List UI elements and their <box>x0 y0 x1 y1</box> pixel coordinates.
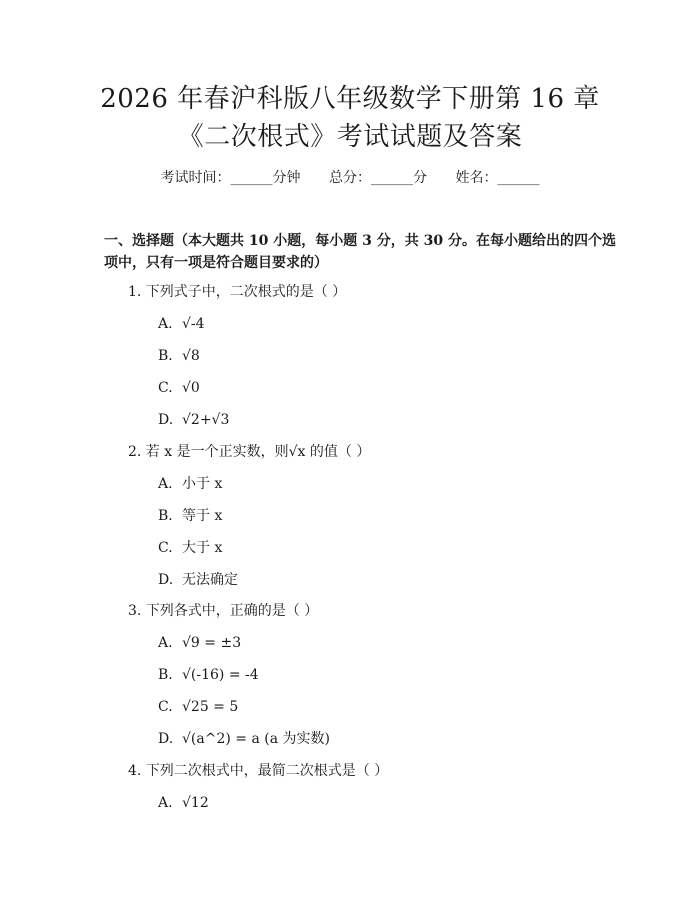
question-2-option-d <box>158 570 238 590</box>
student-name: 姓名：______ <box>455 170 540 186</box>
option-text: √2+√3 <box>182 412 230 428</box>
option-letter: A. <box>158 476 173 492</box>
question-2-stem: 2. 若 x 是一个正实数，则√x 的值（ ） <box>128 444 371 460</box>
question-3-option-d <box>158 729 330 749</box>
option-letter: A. <box>158 635 173 651</box>
option-text: √-4 <box>182 316 205 332</box>
option-text: √9 = ±3 <box>182 635 242 651</box>
option-letter: D. <box>158 572 174 588</box>
question-2-option-b <box>158 506 222 526</box>
option-letter: D. <box>158 731 174 747</box>
option-text: 无法确定 <box>182 572 238 588</box>
section-heading: 一、选择题（本大题共 10 小题，每小题 3 分，共 30 分。在每小题给出的四个选项中，只有一项是符合题目要求的） <box>104 233 616 271</box>
question-1-option-c <box>158 378 200 398</box>
question-1-stem: 1. 下列式子中，二次根式的是（ ） <box>128 284 347 300</box>
option-text: √(-16) = -4 <box>182 667 259 683</box>
option-text: 等于 x <box>182 508 223 524</box>
option-text: √(a^2) = a (a 为实数) <box>182 731 330 747</box>
option-letter: B. <box>158 348 173 364</box>
option-letter: B. <box>158 508 173 524</box>
option-letter: D. <box>158 412 174 428</box>
question-1-option-b <box>158 346 200 366</box>
option-letter: C. <box>158 540 173 556</box>
question-2-option-a <box>158 474 222 494</box>
question-3-stem: 3. 下列各式中，正确的是（ ） <box>128 603 319 619</box>
title-line-1: 2026 年春沪科版八年级数学下册第 16 章 <box>100 84 600 114</box>
title-line-2: 《二次根式》考试试题及答案 <box>177 122 523 152</box>
question-3-option-c <box>158 697 238 717</box>
option-text: √8 <box>182 348 200 364</box>
exam-time: 考试时间：______分钟 <box>160 170 301 186</box>
option-text: √0 <box>182 380 200 396</box>
question-1-option-d <box>158 410 229 430</box>
option-letter: A. <box>158 795 173 811</box>
question-4-stem: 4. 下列二次根式中，最简二次根式是（ ） <box>128 763 389 779</box>
question-1-option-a <box>158 314 205 334</box>
option-letter: A. <box>158 316 173 332</box>
option-text: 大于 x <box>182 540 223 556</box>
option-letter: B. <box>158 667 173 683</box>
option-text: 小于 x <box>182 476 223 492</box>
option-letter: C. <box>158 699 173 715</box>
question-4-option-a <box>158 793 209 813</box>
question-3-option-b <box>158 665 259 685</box>
exam-info <box>0 168 700 188</box>
total-score: 总分：______分 <box>329 170 427 186</box>
question-3-option-a <box>158 633 241 653</box>
option-letter: C. <box>158 380 173 396</box>
option-text: √12 <box>182 795 209 811</box>
question-2-option-c <box>158 538 222 558</box>
option-text: √25 = 5 <box>182 699 239 715</box>
